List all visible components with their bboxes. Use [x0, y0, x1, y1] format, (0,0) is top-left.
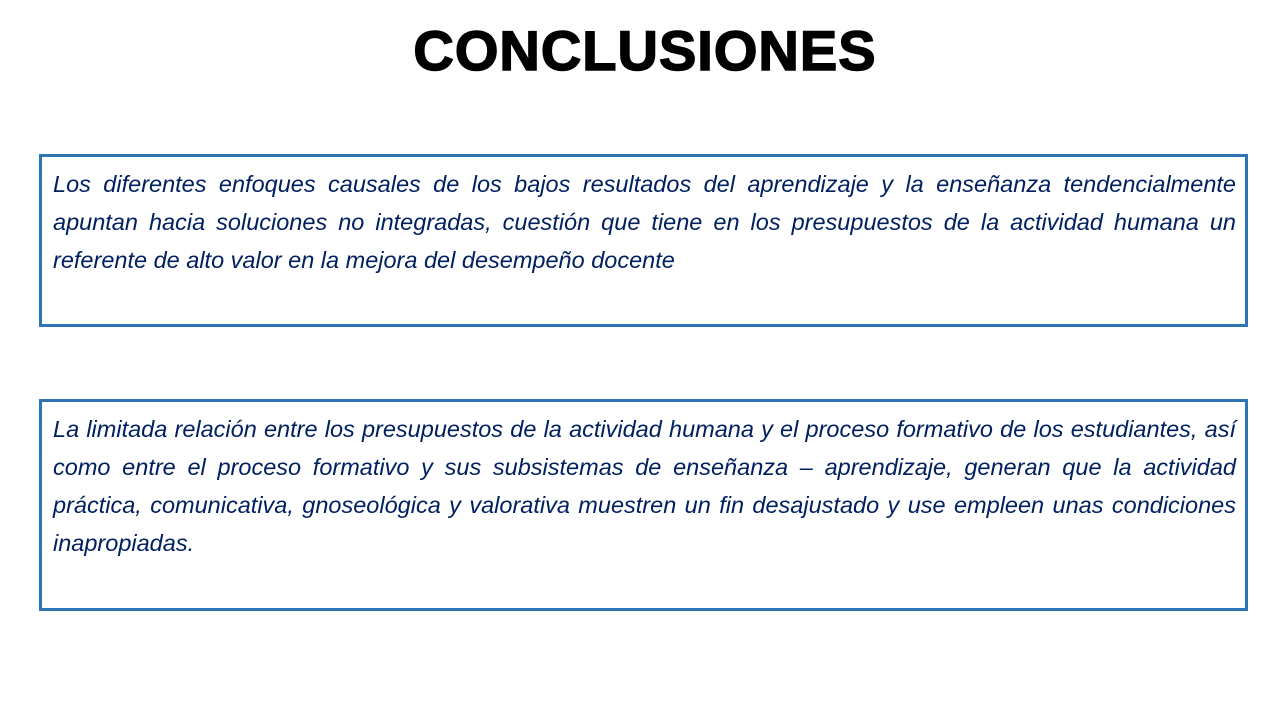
conclusion-box-2 [39, 399, 1248, 611]
conclusion-box-1 [39, 154, 1248, 327]
slide-title: CONCLUSIONES [413, 19, 877, 82]
conclusion-text-1: Los diferentes enfoques causales de los bajos resultados del aprendizaje y la enseñanza tendencialmente apuntan hacia soluciones no integradas, cuestión que tiene en los presupuestos de la actividad humana un referente de alto valor en la mejora del desempeño docente [53, 171, 1236, 273]
conclusion-text-2: La limitada relación entre los presupuestos de la actividad humana y el proceso formativo de los estudiantes, así como entre el proceso formativo y sus subsistemas de enseñanza – aprendizaje, generan que la actividad práctica, comunicativa, gnoseológica y valorativa muestren un fin desajustado y use empleen unas condiciones inapropiadas. [53, 416, 1236, 556]
